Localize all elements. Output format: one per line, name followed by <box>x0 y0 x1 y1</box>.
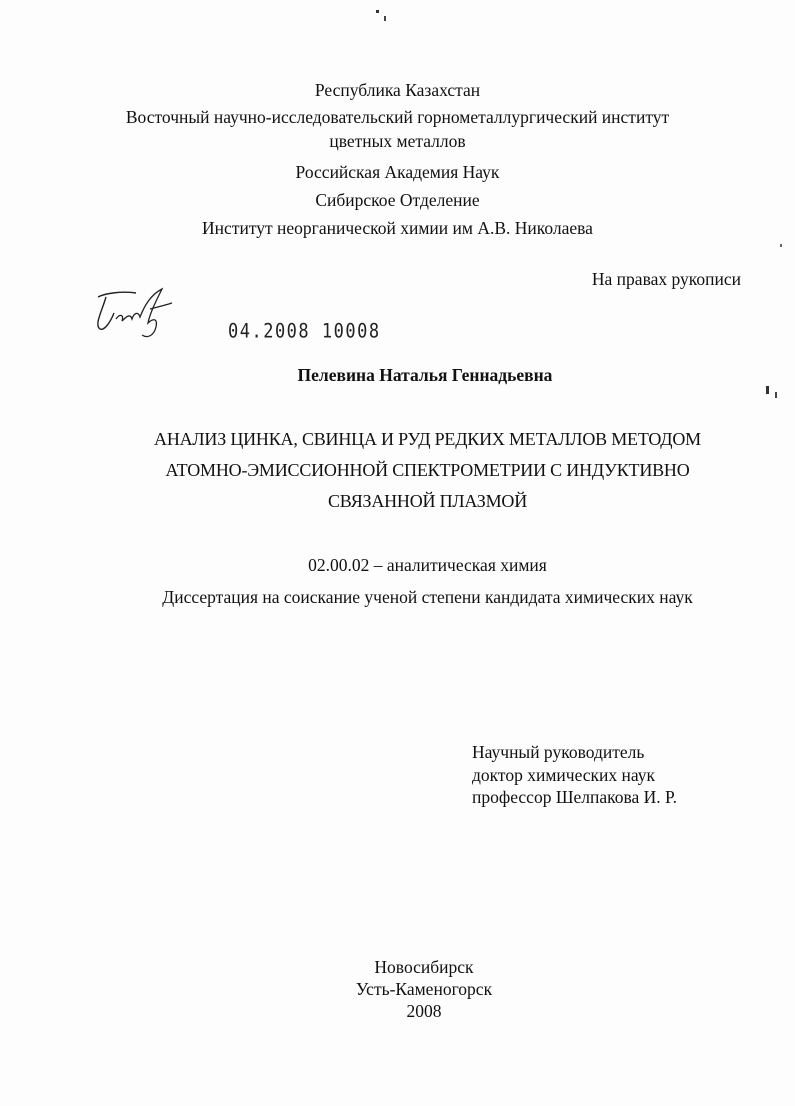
supervisor-role: Научный руководитель <box>472 742 645 762</box>
supervisor-degree: доктор химических наук <box>472 764 656 785</box>
scan-speck-right3 <box>780 244 782 247</box>
scan-speck-right <box>766 386 769 394</box>
manuscript-note: На правах рукописи <box>591 269 741 289</box>
author-name: Пелевина Наталья Геннадьевна <box>297 365 553 385</box>
title-line2: АТОМНО-ЭМИССИОННОЙ СПЕКТРОМЕТРИИ С ИНДУКТИВНО <box>165 460 690 480</box>
institutions-block <box>0 76 795 242</box>
dissertation-type-line: Диссертация на соискание ученой степени кандидата химических наук <box>162 587 693 607</box>
title-line3: СВЯЗАННОЙ ПЛАЗМОЙ <box>327 491 527 511</box>
handwritten-signature <box>92 283 182 343</box>
place-and-year <box>0 956 795 1022</box>
city-ust-kamenogorsk: Усть-Каменогорск <box>355 979 493 999</box>
scan-speck-top <box>376 10 379 13</box>
country-line: Республика Казахстан <box>314 80 481 100</box>
institute-line2: цветных металлов <box>329 131 466 151</box>
title-line1: АНАЛИЗ ЦИНКА, СВИНЦА И РУД РЕДКИХ МЕТАЛЛОВ МЕТОДОМ <box>154 429 701 449</box>
year: 2008 <box>406 1001 442 1021</box>
supervisor-name: профессор Шелпакова И. Р. <box>472 787 677 807</box>
specialty-line: 02.00.02 – аналитическая химия <box>308 555 547 575</box>
branch-line: Сибирское Отделение <box>315 190 480 210</box>
dissertation-title <box>0 424 795 517</box>
scan-speck-right2 <box>775 392 777 398</box>
registration-stamp: 04.2008 10008 <box>228 320 381 343</box>
city-novosibirsk: Новосибирск <box>374 957 474 977</box>
supervisor-block <box>472 741 677 809</box>
institute2-line: Институт неорганической химии им А.В. Николаева <box>202 218 593 238</box>
academy-line: Российская Академия Наук <box>295 162 500 182</box>
institute-line1: Восточный научно-исследовательский горнометаллургический институт <box>125 107 670 127</box>
scan-speck-top2 <box>384 16 386 21</box>
